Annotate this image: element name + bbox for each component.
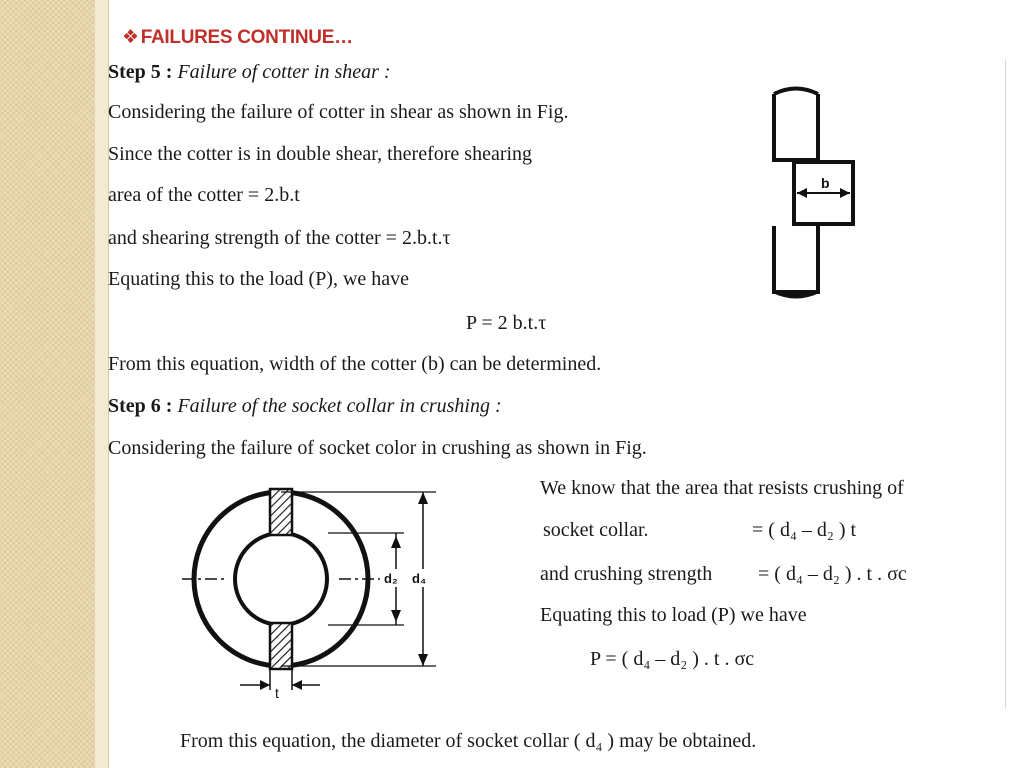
d4-label: d₄ [412, 571, 427, 586]
step5-line6: From this equation, width of the cotter (b) can be determined. [108, 353, 602, 375]
step6-line1: Considering the failure of socket color in crushing as shown in Fig. [108, 437, 647, 459]
step5-line4: and shearing strength of the cotter = 2.b.t.τ [108, 227, 451, 249]
title-bullet-icon: ❖ [122, 27, 139, 48]
title-text: FAILURES CONTINUE… [140, 27, 353, 48]
step6-r2b: = ( d₄ – d₂ ) t [752, 519, 857, 541]
step6-r2a: socket collar. [543, 519, 649, 541]
step5-line2: Since the cotter is in double shear, therefore shearing [108, 143, 533, 165]
side-pattern-strip [0, 0, 95, 768]
step6-r3a: and crushing strength [540, 563, 713, 585]
step5-line3: area of the cotter = 2.b.t [108, 184, 300, 206]
step6-final: From this equation, the diameter of socket collar ( d₄ ) may be obtained. [180, 730, 757, 752]
step5-heading [108, 61, 391, 84]
step6-r5: P = ( d₄ – d₂ ) . t . σc [590, 648, 755, 670]
slide-title [122, 26, 353, 49]
step6-r3b: = ( d₄ – d₂ ) . t . σc [758, 563, 907, 585]
t-dimension-label: t [275, 685, 279, 700]
step5-equation: P = 2 b.t.τ [466, 312, 547, 334]
step6-label: Step 6 : [108, 395, 173, 417]
cotter-shear-figure [765, 80, 865, 302]
right-rule-line [1005, 60, 1006, 708]
step6-heading [108, 395, 502, 418]
step6-r4: Equating this to load (P) we have [540, 604, 807, 626]
side-rule [95, 0, 109, 768]
d2-label: d₂ [384, 571, 398, 586]
step6-r1: We know that the area that resists crushing of [540, 477, 904, 499]
step5-title: Failure of cotter in shear : [177, 61, 391, 83]
socket-collar-figure [178, 472, 440, 700]
step5-label: Step 5 : [108, 61, 173, 83]
step5-line5: Equating this to the load (P), we have [108, 268, 410, 290]
cotter-b-label: b [821, 175, 830, 191]
step6-title: Failure of the socket collar in crushing : [177, 395, 502, 417]
step5-line1: Considering the failure of cotter in shear as shown in Fig. [108, 101, 569, 123]
